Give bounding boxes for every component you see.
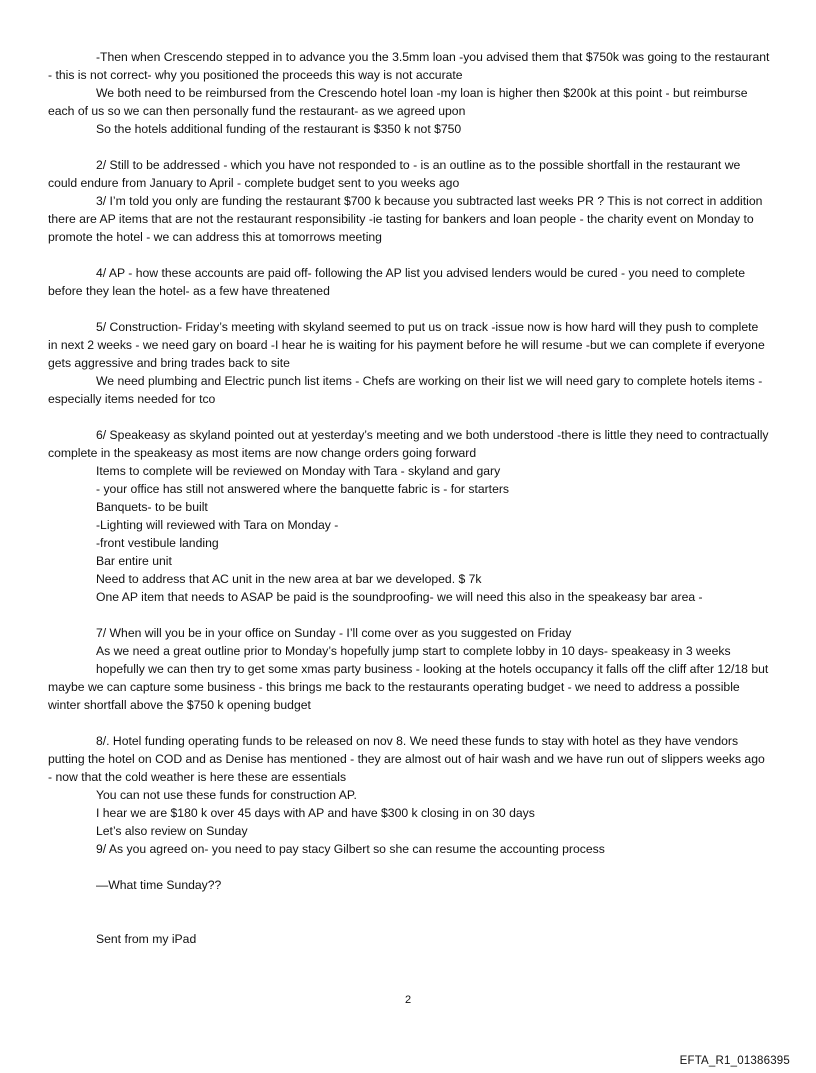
list-item: Need to address that AC unit in the new area at bar we developed. $ 7k — [96, 572, 482, 586]
list-item: -Lighting will reviewed with Tara on Monday - — [96, 518, 339, 532]
paragraph: We both need to be reimbursed from the Crescendo hotel loan -my loan is higher then $200k at this point - but reimburse each of us so we can then personally fund the restaurant- as we agreed upon — [48, 86, 748, 118]
list-item: You can not use these funds for construction AP. — [96, 788, 357, 802]
list-item: -front vestibule landing — [96, 536, 219, 550]
list-item: - your office has still not answered where the banquette fabric is - for starters — [96, 482, 509, 496]
paragraph: hopefully we can then try to get some xmas party business - looking at the hotels occupancy it falls off the cliff after 12/18 but maybe we can capture some business - this brings me back to the restaurants operating budget - we need to address a possible winter shortfall above the $750 k opening budget — [48, 662, 769, 712]
paragraph: As we need a great outline prior to Monday’s hopefully jump start to complete lobby in 10 days- speakeasy in 3 weeks — [96, 644, 731, 658]
paragraph: 6/ Speakeasy as skyland pointed out at yesterday’s meeting and we both understood -there is little they need to contractually complete in the speakeasy as most items are now change orders going forward — [48, 428, 769, 460]
paragraph: 5/ Construction- Friday’s meeting with skyland seemed to put us on track -issue now is how hard will they push to complete in next 2 weeks - we need gary on board -I hear he is waiting for his payment before he will resume -but we can complete if everyone gets aggressive and bring trades back to site — [48, 320, 765, 370]
paragraph: 2/ Still to be addressed - which you have not responded to - is an outline as to the possible shortfall in the restaurant we could endure from January to April - complete budget sent to you weeks ago — [48, 158, 741, 190]
paragraph: We need plumbing and Electric punch list items - Chefs are working on their list we will need gary to complete hotels items -especially items needed for tco — [48, 374, 763, 406]
paragraph: So the hotels additional funding of the restaurant is $350 k not $750 — [96, 122, 462, 136]
list-item: I hear we are $180 k over 45 days with AP and have $300 k closing in on 30 days — [96, 806, 535, 820]
paragraph: 7/ When will you be in your office on Sunday - I’ll come over as you suggested on Friday — [96, 626, 572, 640]
list-item: Items to complete will be reviewed on Monday with Tara - skyland and gary — [96, 464, 501, 478]
list-item: Banquets- to be built — [96, 500, 208, 514]
signature: Sent from my iPad — [96, 932, 197, 946]
list-item: Bar entire unit — [96, 554, 172, 568]
paragraph: 8/. Hotel funding operating funds to be released on nov 8. We need these funds to stay with hotel as they have vendors putting the hotel on COD and as Denise has mentioned - they are almost out of hair wash and we have run out of slippers weeks ago - now that the cold weather is here these are essentials — [48, 734, 765, 784]
list-item: Let’s also review on Sunday — [96, 824, 248, 838]
paragraph: 3/ I’m told you only are funding the restaurant $700 k because you subtracted last weeks PR ? This is not correct in addition there are AP items that are not the restaurant responsibility -ie tasting for bankers and loan people - the charity event on Monday to promote the hotel - we can address this at tomorrows meeting — [48, 194, 763, 244]
list-item: 9/ As you agreed on- you need to pay stacy Gilbert so she can resume the accounting process — [96, 842, 605, 856]
email-body — [48, 48, 770, 948]
list-item: One AP item that needs to ASAP be paid is the soundproofing- we will need this also in the speakeasy bar area - — [96, 590, 703, 604]
page-number: 2 — [404, 994, 412, 1006]
paragraph: 4/ AP - how these accounts are paid off- following the AP list you advised lenders would be cured - you need to complete before they lean the hotel- as a few have threatened — [48, 266, 746, 298]
document-id: EFTA_R1_01386395 — [679, 1055, 790, 1067]
paragraph: -Then when Crescendo stepped in to advance you the 3.5mm loan -you advised them that $750k was going to the restaurant - this is not correct- why you positioned the proceeds this way is not accurate — [48, 50, 770, 82]
closing-question: —What time Sunday?? — [96, 878, 222, 892]
